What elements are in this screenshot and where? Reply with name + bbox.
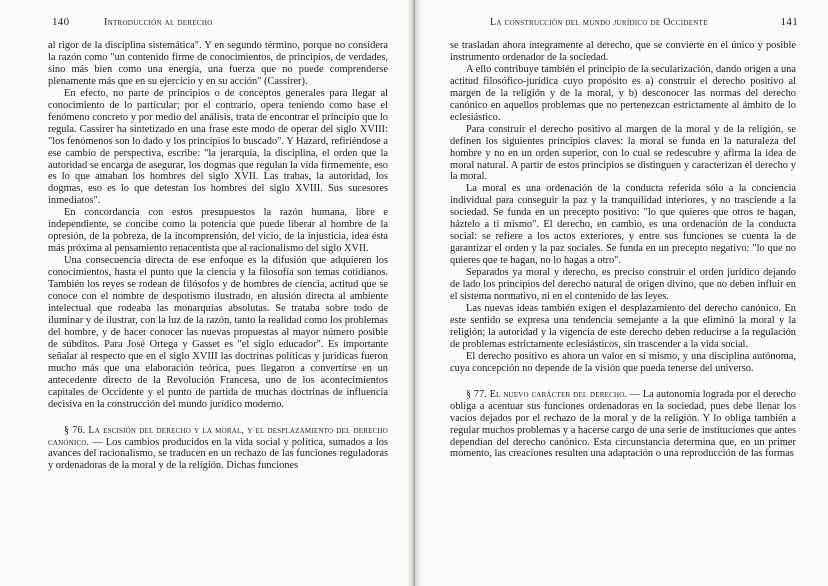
paragraph: A ello contribuye también el principio de la secularización, dando origen a una actitud filosófico-jurídica cuyo propósito es a) construir el derecho positivo al margen de la religión y de la moral, y b) desconocer las normas del derecho canónico en aquellos problemas que no pertenezcan estrictamente al ámbito de lo eclesiástico. <box>450 63 796 123</box>
paragraph: Las nuevas ideas también exigen el desplazamiento del derecho canónico. En este sentido se expresa una tendencia semejante a la que eliminó la moral y la religión; la autoridad y la vigencia de este derecho deben reducirse a la regulación de problemas estrictamente eclesiásticos, sin trascender a la vida social. <box>450 302 796 350</box>
paragraph: Una consecuencia directa de ese enfoque es la difusión que adquieren los conocimientos, hasta el punto que la ciencia y la filosofía son temas cotidianos. También los reyes se rodean de filósofos y de hombres de ciencia, actitud que se conoce con el nombre de despotismo ilustrado, en alusión directa al ambiente intelectual que rodeaba las monarquías absolutas. Se trataba sobre todo de iluminar y de ilustrar, con la luz de la razón, tanto la realidad como los problemas del hombre, y de hacer conocer las nuevas propuestas al mayor número posible de súbditos. Para José Ortega y Gasset es "el siglo educador". Es importante señalar al respecto que en el siglo XVIII las doctrinas políticas y jurídicas fueron mucho más que una elaboración teórica, pues llegaron a convertirse en un antecedente directo de la Revolución Francesa, uno de los acontecimientos capitales de Occidente y el punto de partida de muchas doctrinas de influencia decisiva en la construcción del mundo jurídico moderno. <box>48 255 388 410</box>
right-page <box>416 0 828 586</box>
section-title: § 77. El nuevo carácter del derecho. — <box>466 388 641 400</box>
section-paragraph <box>48 425 388 473</box>
section-text: La autonomía lograda por el derecho obliga a acentuar sus funciones ordenadoras en la sociedad, pues debe llenar los vacíos dejados por el rechazo de la moral y de la religión. Y lo obliga también a regular muchos problemas y a hacerse cargo de una serie de instituciones que antes dependían del derecho canónico. Esta circunstancia determina que, en un primer momento, las creaciones resulten una adaptación o una reproducción de las formas <box>450 388 796 460</box>
left-header <box>52 16 382 30</box>
paragraph: Separados ya moral y derecho, es preciso construir el orden jurídico dejando de lado los principios del derecho natural de origen divino, que no deben influir en el sistema normativo, ni en el contenido de las leyes. <box>450 267 796 303</box>
right-header <box>448 16 798 30</box>
section-text: Los cambios producidos en la vida social y política, sumados a los avances del racionalismo, se traducen en un rechazo de las funciones reguladoras y ordenadoras de la moral y de la religión. Dichas funciones <box>48 436 388 472</box>
running-head: Introducción al derecho <box>104 17 213 28</box>
paragraph: En efecto, no parte de principios o de conceptos generales para llegar al conocimiento de lo particular; por el contrario, opera teniendo como base el fenómeno concreto y por medio del análisis, trata de encontrar el principio que lo regula. Cassirer ha sintetizado en una frase este modo de operar del siglo XVIII: "los fenómenos son lo dado y los principios lo buscado". Y Hazard, refiriéndose a ese cambio de perspectiva, escribe: "la jerarquía, la disciplina, el orden que la autoridad se encarga de asegurar, los dogmas que regulan la vida firmemente, eso es lo que amaban los hombres del siglo XVII. Las trabas, la autoridad, los dogmas, eso es lo que detestan los hombres del siglo XVIII. Sus sucesores inmediatos". <box>48 87 388 207</box>
section-title: § 76. La escisión del derecho y la moral, y el desplazamiento del derecho canónico. — <box>48 424 388 448</box>
page-number: 140 <box>52 16 70 28</box>
section-paragraph <box>450 389 796 461</box>
book-gutter <box>408 0 420 586</box>
page-number: 141 <box>780 16 798 28</box>
paragraph: El derecho positivo es ahora un valor en sí mismo, y una disciplina autónoma, cuya concepción no depende de la visión que pueda tenerse del universo. <box>450 350 796 374</box>
paragraph: al rigor de la disciplina sistemática". Y en segundo término, porque no considera la razón como "un contenido firme de conocimientos, de principios, de verdades, sino más bien como una energía, una fuerza que no puede comprenderse plenamente más que en su ejercicio y en su acción" (Cassirer). <box>48 40 388 87</box>
left-page <box>0 0 412 586</box>
paragraph: En concordancia con estos presupuestos la razón humana, libre e independiente, se concibe como la potencia que puede liberar al hombre de la opresión, de la pobreza, de la incomprensión, del vicio, de la injusticia, idea ésta más próxima al pensamiento renacentista que al racionalismo del siglo XVII. <box>48 207 388 255</box>
right-body <box>450 40 796 460</box>
running-head: La construcción del mundo jurídico de Occidente <box>490 17 708 28</box>
paragraph: Para construir el derecho positivo al margen de la moral y de la religión, se definen los siguientes principios claves: la moral se funda en la naturaleza del hombre y no en un orden superior, con lo cual se redescubre y afirma la idea de moral natural. A partir de estos principios se distinguen y caracterizan el derecho y la moral. <box>450 123 796 183</box>
paragraph: La moral es una ordenación de la conducta referida sólo a la conciencia individual para conseguir la paz y la tranquilidad interiores, y no trasciende a la sociedad. Se funda en un precepto positivo: "lo que quieres que otros te hagan, háztelo a ti mismo". El derecho, en cambio, es una ordenación de la conducta social: se refiere a los actos exteriores, y entre sus funciones se cuenta la de garantizar el orden y la paz sociales. Se funda en un precepto negativo: "lo que no quieres que te hagan, no lo hagas a otro". <box>450 183 796 267</box>
left-body <box>48 40 388 472</box>
paragraph: se trasladan ahora íntegramente al derecho, que se convierte en el único y posible instrumento ordenador de la sociedad. <box>450 40 796 63</box>
